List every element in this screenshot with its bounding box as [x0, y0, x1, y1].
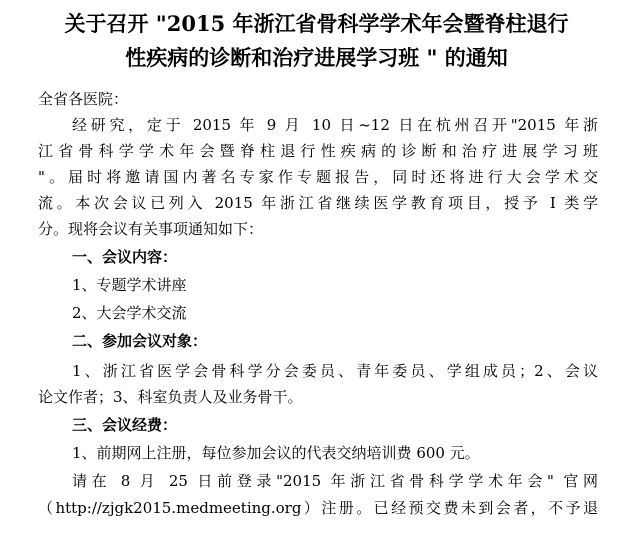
section-2-line-2: 论文作者；3、科室负责人及业务骨干。 [38, 388, 303, 406]
salutation: 全省各医院： [38, 90, 129, 108]
intro-line-4: 流。本次会议已列入 2015 年浙江省继续医学教育项目，授予 I 类学 [38, 194, 598, 212]
section-1-heading: 一、会议内容： [72, 248, 178, 266]
intro-line-5: 分。现将会议有关事项通知如下： [38, 220, 264, 238]
document-title-line-1: 关于召开 "2015 年浙江省骨科学学术年会暨脊柱退行 [64, 11, 569, 36]
section-3-line-1: 1、前期网上注册，每位参加会议的代表交纳培训费 600 元。 [72, 444, 480, 462]
intro-line-2: 江省骨科学学术年会暨脊柱退行性疾病的诊断和治疗进展学习班 [38, 142, 598, 160]
section-2-line-1: 1、浙江省医学会骨科学分会委员、青年委员、学组成员；2、会议 [72, 362, 598, 380]
section-2-heading: 二、参加会议对象： [72, 332, 208, 350]
section-1-item-2: 2、大会学术交流 [72, 304, 187, 322]
section-3-heading: 三、会议经费： [72, 416, 178, 434]
section-3-line-3: （http://zjgk2015.medmeeting.org）注册。已经预交费未到会者，不予退 [38, 499, 598, 517]
section-1-item-1: 1、专题学术讲座 [72, 276, 187, 294]
section-3-line-2: 请在 8 月 25 日前登录"2015 年浙江省骨科学学术年会" 官网 [72, 472, 598, 490]
intro-line-1: 经研究，定于 2015 年 9 月 10 日~12 日在杭州召开"2015 年浙 [72, 116, 598, 134]
document-title-line-2: 性疾病的诊断和治疗进展学习班 " 的通知 [125, 45, 508, 70]
intro-line-3: "。届时将邀请国内著名专家作专题报告，同时还将进行大会学术交 [38, 168, 598, 186]
